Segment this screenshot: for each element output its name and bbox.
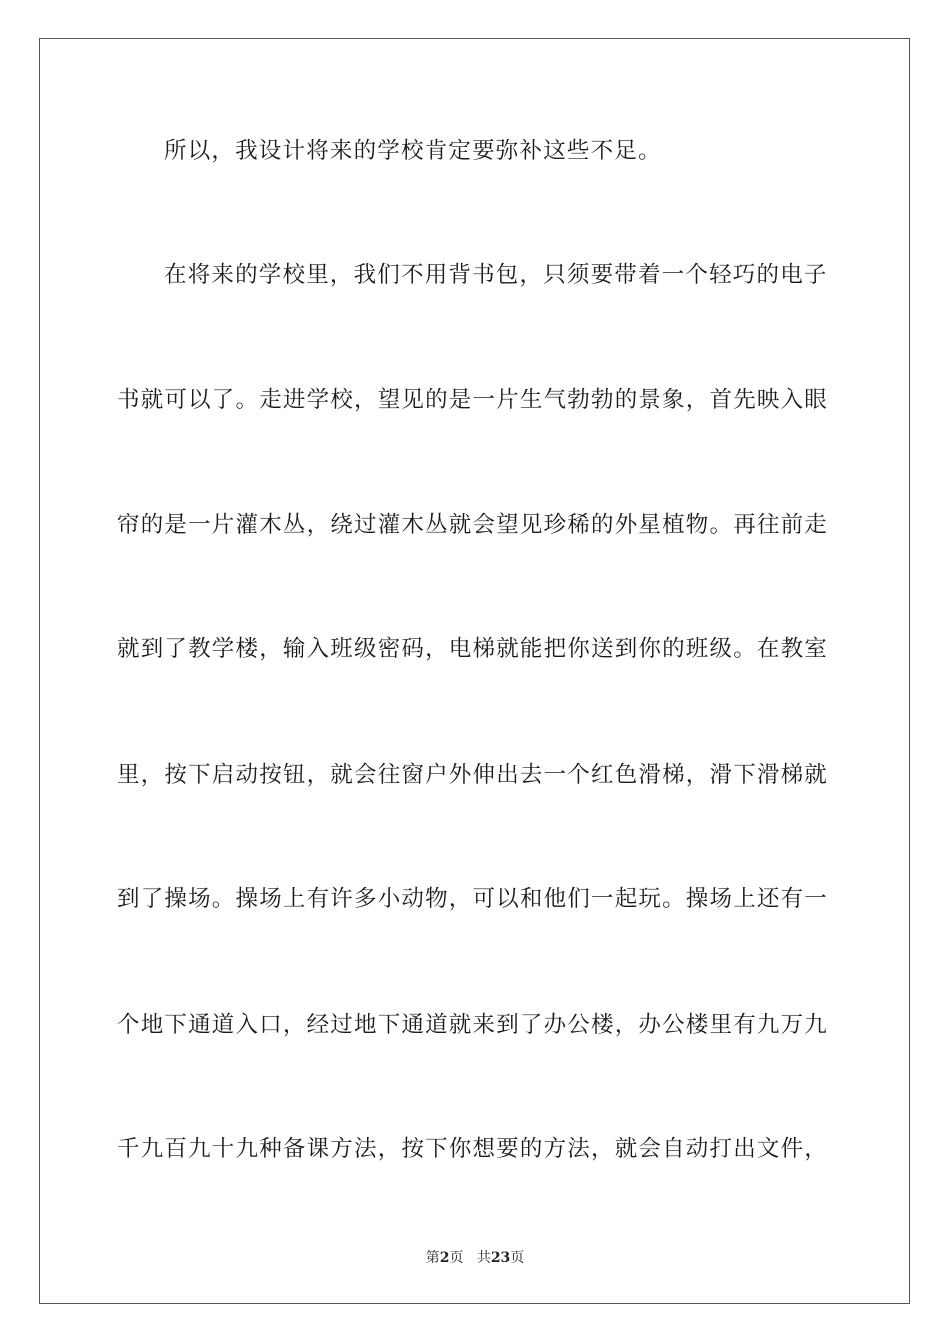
text-line-3: 书就可以了。走进学校，望见的是一片生气勃勃的景象，首先映入眼 bbox=[117, 387, 829, 413]
page-total: 23 bbox=[490, 1250, 511, 1266]
text-line-9: 千九百九十九种备课方法，按下你想要的方法，就会自动打出文件， bbox=[117, 1136, 829, 1162]
total-suffix: 页 bbox=[510, 1250, 525, 1266]
page-prefix: 第 bbox=[425, 1250, 440, 1266]
text-line-7: 到了操场。操场上有许多小动物，可以和他们一起玩。操场上还有一 bbox=[117, 886, 829, 912]
page-footer bbox=[0, 1247, 950, 1267]
text-line-5: 就到了教学楼，输入班级密码，电梯就能把你送到你的班级。在教室 bbox=[117, 636, 829, 662]
text-line-1: 所以，我设计将来的学校肯定要弥补这些不足。 bbox=[164, 138, 662, 164]
text-line-6: 里，按下启动按钮，就会往窗户外伸出去一个红色滑梯，滑下滑梯就 bbox=[117, 762, 829, 788]
text-line-2: 在将来的学校里，我们不用背书包，只须要带着一个轻巧的电子 bbox=[164, 262, 828, 288]
text-line-8: 个地下通道入口，经过地下通道就来到了办公楼，办公楼里有九万九 bbox=[117, 1012, 829, 1038]
page-border bbox=[39, 38, 910, 1304]
total-prefix: 共 bbox=[476, 1250, 491, 1266]
page-suffix: 页 bbox=[449, 1250, 464, 1266]
page-current: 2 bbox=[439, 1250, 450, 1266]
text-line-4: 帘的是一片灌木丛，绕过灌木丛就会望见珍稀的外星植物。再往前走 bbox=[117, 512, 829, 538]
